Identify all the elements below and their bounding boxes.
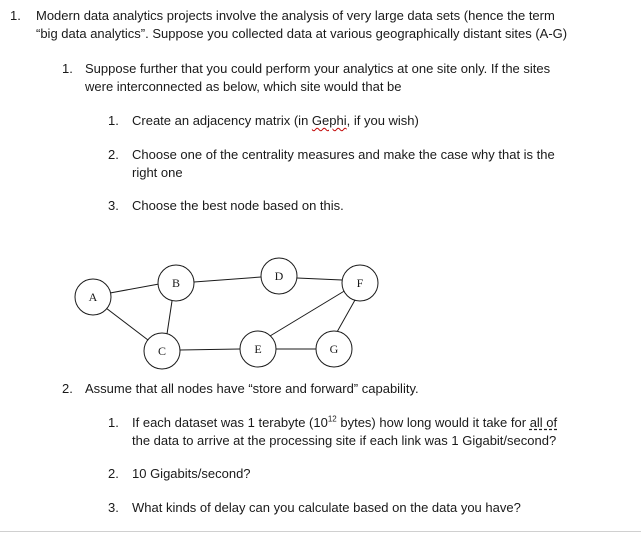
node-c	[144, 333, 180, 369]
q2-item2-number: 2.	[108, 466, 119, 481]
node-c-label: C	[157, 344, 167, 358]
node-d	[261, 258, 297, 294]
node-a-label: A	[88, 290, 98, 304]
q2-item3-number: 3.	[108, 500, 119, 515]
q1-item1-text: Create an adjacency matrix (in Gephi, if you wish)	[132, 113, 419, 128]
edge-d-f	[297, 278, 342, 280]
q1-item2-number: 2.	[108, 147, 119, 162]
q1-number: 1.	[10, 8, 21, 23]
q2-item3-text: What kinds of delay can you calculate based on the data you have?	[132, 500, 521, 515]
graph-nodes	[75, 258, 378, 369]
node-f-label: F	[356, 276, 364, 290]
node-e-label: E	[254, 342, 262, 356]
node-b-label: B	[171, 276, 181, 290]
edge-e-f	[270, 290, 346, 336]
edge-b-c	[167, 301, 172, 334]
node-d-label: D	[274, 269, 284, 283]
node-f	[342, 265, 378, 301]
node-g-label: G	[329, 342, 339, 356]
gephi-word: Gephi	[311, 113, 347, 128]
q1-item2-line2: right one	[132, 165, 183, 180]
edge-a-c	[106, 308, 148, 340]
edge-c-e	[180, 349, 240, 350]
q2-item1-line2: the data to arrive at the processing site if each link was 1 Gigabit/second?	[132, 433, 557, 448]
all-of-underlined: all of	[529, 415, 558, 430]
node-b	[158, 265, 194, 301]
node-e	[240, 331, 276, 367]
node-a	[75, 279, 111, 315]
edge-f-g	[337, 300, 355, 332]
q1-text-line1: Modern data analytics projects involve the analysis of very large data sets (hence the term	[36, 8, 555, 23]
q1-item3-text: Choose the best node based on this.	[132, 198, 344, 213]
node-g	[316, 331, 352, 367]
page-bottom-rule	[0, 531, 641, 532]
q1-sub1-line1: Suppose further that you could perform your analytics at one site only. If the sites	[85, 61, 551, 76]
q2-item1-number: 1.	[108, 415, 119, 430]
q2-text: Assume that all nodes have “store and forward” capability.	[85, 381, 419, 396]
q2-item2-text: 10 Gigabits/second?	[132, 466, 251, 481]
edge-b-d	[194, 277, 261, 282]
q2-item1-line1: If each dataset was 1 terabyte ($10^{12}$ bytes) how long would it take for all of	[132, 414, 558, 430]
edge-a-b	[110, 284, 159, 293]
q1-sub1-line2: were interconnected as below, which site would that be	[85, 79, 402, 94]
q1-item3-number: 3.	[108, 198, 119, 213]
q1-sub1-number: 1.	[62, 61, 73, 76]
graph-edges	[106, 277, 355, 350]
q1-item2-line1: Choose one of the centrality measures and make the case why that is the	[132, 147, 555, 162]
q1-item1-number: 1.	[108, 113, 119, 128]
q1-text-line2: “big data analytics”. Suppose you collected data at various geographically distant sites (A-G)	[36, 26, 568, 41]
q2-number: 2.	[62, 381, 73, 396]
